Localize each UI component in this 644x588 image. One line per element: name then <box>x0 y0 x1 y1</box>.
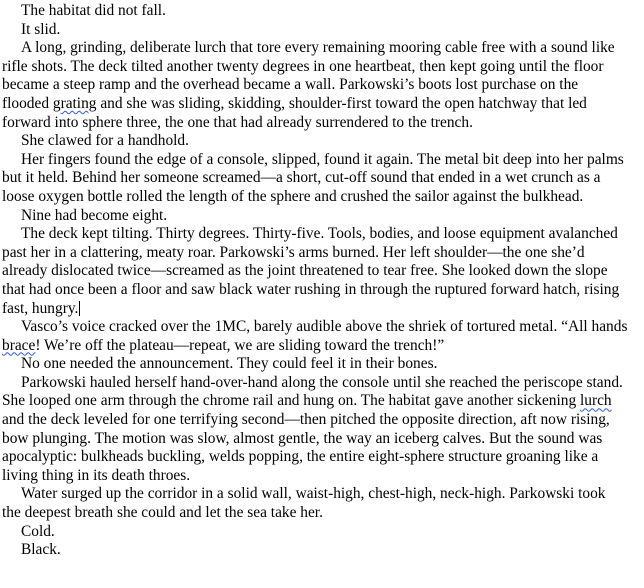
paragraph-10-text-tail: and the deck leveled for one terrifying second—then pitched the opposite direction, aft now rising, bow plunging. The motion was slow, almost gentle, the way an iceberg calves. But the sound was apocalyptic: bulkheads buckling, welds popping, the entire eight-sphere structure groaning like a living thing in its death throes. <box>2 411 610 484</box>
paragraph-12 <box>2 523 628 542</box>
paragraph-2 <box>2 21 628 40</box>
paragraph-9 <box>2 355 628 374</box>
paragraph-12-text: Cold. <box>21 522 55 540</box>
paragraph-10 <box>2 374 628 486</box>
paragraph-3-text-tail: and she was sliding, skidding, shoulder-first toward the open hatchway that led forward into sphere three, the one that had already surrendered to the trench. <box>2 94 587 131</box>
paragraph-1 <box>2 2 628 21</box>
paragraph-13 <box>2 541 628 560</box>
paragraph-11-text: Water surged up the corridor in a solid wall, waist-high, chest-high, neck-high. Parkowski took the deepest breath she could and let the sea take her. <box>2 485 606 522</box>
spellcheck-flagged-word[interactable]: grating <box>52 94 97 112</box>
paragraph-6-text: Nine had become eight. <box>21 206 168 224</box>
paragraph-9-text: No one needed the announcement. They could feel it in their bones. <box>21 355 438 373</box>
paragraph-7 <box>2 225 628 318</box>
paragraph-2-text: It slid. <box>21 20 61 38</box>
paragraph-11 <box>2 485 628 522</box>
paragraph-3 <box>2 39 628 132</box>
paragraph-10-text: Parkowski hauled herself hand-over-hand along the console until she reached the periscope stand. She looped one arm through the chrome rail and hung on. The habitat gave another sickening <box>2 373 623 410</box>
paragraph-3-text: A long, grinding, deliberate lurch that tore every remaining mooring cable free with a sound like rifle shots. The deck tilted another twenty degrees in one heartbeat, then kept going until the floor became a steep ramp and the overhead became a wall. Parkowski’s boots lost purchase on the flooded <box>2 39 615 112</box>
text-cursor <box>79 301 80 316</box>
paragraph-4 <box>2 132 628 151</box>
paragraph-5-text: Her fingers found the edge of a console, slipped, found it again. The metal bit deep into her palms but it held. Behind her someone screamed—a short, cut-off sound that ended in a wet crunch as a loose oxygen bottle rolled the length of the sphere and crushed the sailor against the bulkhead. <box>2 150 624 205</box>
paragraph-8 <box>2 318 628 355</box>
spellcheck-flagged-word[interactable]: lurch <box>579 392 612 410</box>
paragraph-6 <box>2 207 628 226</box>
paragraph-13-text: Black. <box>21 541 61 559</box>
paragraph-5 <box>2 151 628 207</box>
spellcheck-flagged-word[interactable]: brace <box>2 336 36 354</box>
paragraph-4-text: She clawed for a handhold. <box>21 132 189 150</box>
paragraph-8-text-tail: ! We’re off the plateau—repeat, we are sliding toward the trench!” <box>35 336 445 354</box>
paragraph-7-text: The deck kept tilting. Thirty degrees. Thirty-five. Tools, bodies, and loose equipment avalanched past her in a clattering, meaty roar. Parkowski’s arms burned. Her left shoulder—the one she’d already dislocated twice—screamed as the joint threatened to tear free. She looked down the slope that had once been a floor and saw black water rushing in through the ruptured forward hatch, rising fast, hungry. <box>2 225 620 317</box>
paragraph-8-text: Vasco’s voice cracked over the 1MC, barely audible above the shriek of tortured metal. “All hands <box>21 318 628 336</box>
paragraph-1-text: The habitat did not fall. <box>21 2 166 19</box>
